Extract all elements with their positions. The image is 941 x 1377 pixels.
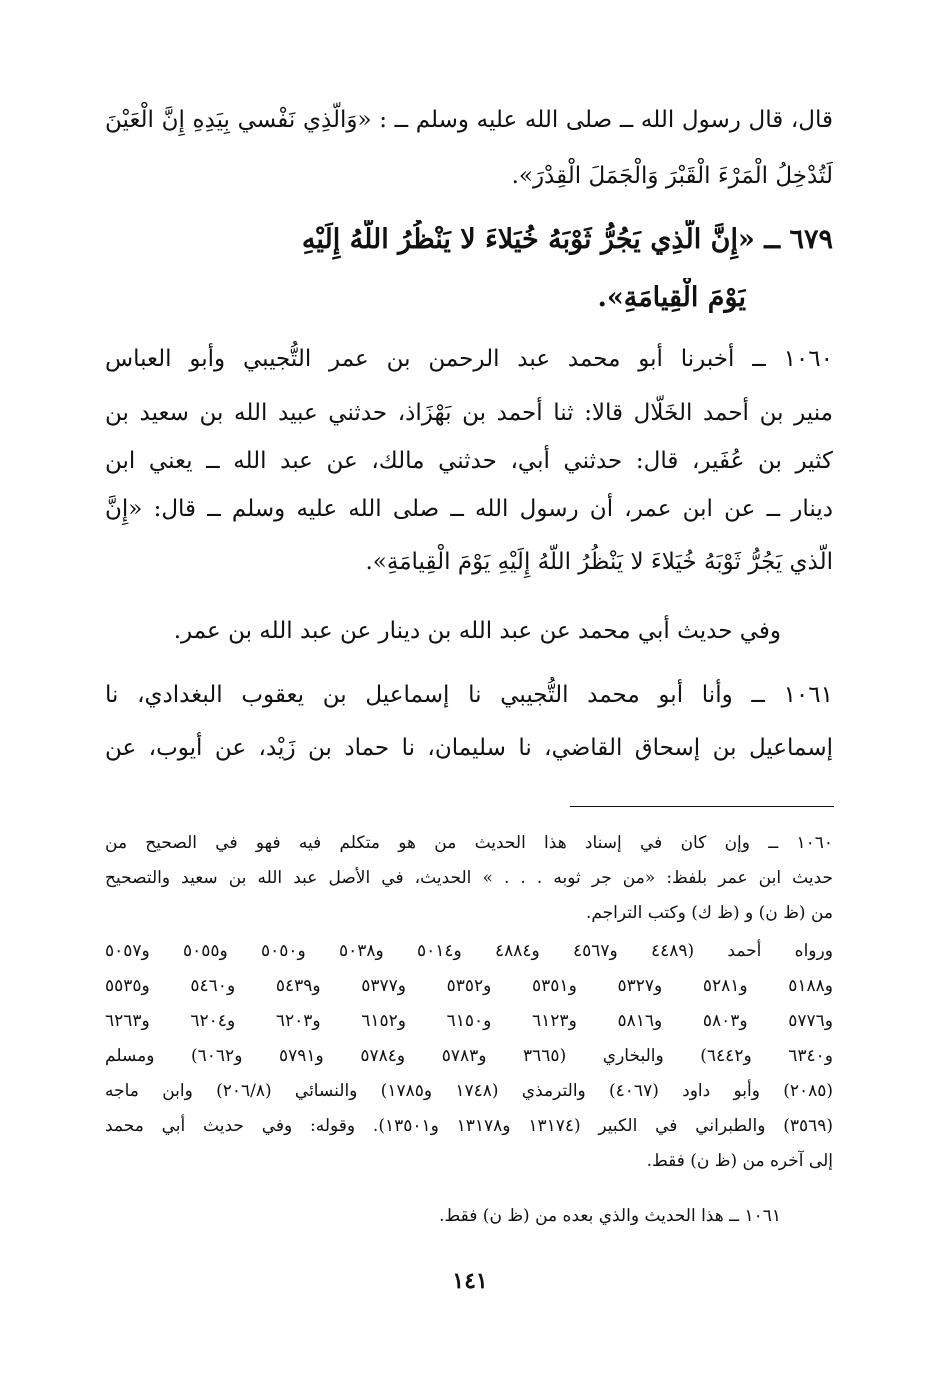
page-number: ١٤١ (452, 1268, 488, 1294)
footnote-line: و٥٧٧٦ و٥٨٠٣ و٥٨١٦ و٦١٢٣ و٦١٥٠ و٦١٥٢ و٦٢٠٣ و٦٢٠٤ و٦٢٦٣ (105, 1011, 833, 1031)
body-line: إسماعيل بن إسحاق القاضي، نا سليمان، نا حماد بن زَيْد، عن أيوب، عن (105, 735, 833, 761)
body-line: قال، قال رسول الله ــ صلى الله عليه وسلم ــ : «وَالَّذِي نَفْسي بِيَدِهِ إِنَّ الْعَيْنَ (105, 107, 833, 133)
body-line: وفي حديث أبي محمد عن عبد الله بن دينار عن عبد الله بن عمر. (173, 618, 781, 644)
body-line: ١٠٦٠ ــ أخبرنا أبو محمد عبد الرحمن بن عمر التُّجيبي وأبو العباس (105, 346, 833, 372)
footnote-line: إلى آخره من (ظ ن) فقط. (646, 1151, 833, 1171)
footnote-line: ١٠٦١ ــ هذا الحديث والذي بعده من (ظ ن) فقط. (439, 1206, 781, 1226)
footnote-line: من (ظ ن) و (ظ ك) وكتب التراجم. (585, 903, 833, 923)
footnote-divider (570, 806, 834, 807)
body-line: لَتُدْخِلُ الْمَرْءَ الْقَبْرَ وَالْجَمَلَ الْقِدْرَ». (511, 163, 833, 189)
footnote-line: (٣٥٦٩) والطبراني في الكبير (١٣١٧٤ و١٣١٧٨ و١٣٥٠١). وقوله: وفي حديث أبي محمد (105, 1116, 833, 1136)
body-line: ١٠٦١ ــ وأنا أبو محمد التُّجيبي نا إسماعيل بن يعقوب البغدادي، نا (105, 682, 833, 708)
body-line: دينار ــ عن ابن عمر، أن رسول الله ــ صلى الله عليه وسلم ــ قال: «إِنَّ (105, 496, 833, 522)
footnote-line: و٦٣٤٠ و٦٤٤٢) والبخاري (٣٦٦٥ و٥٧٨٣ و٥٧٨٤ و٥٧٩١ و٦٠٦٢) ومسلم (105, 1046, 833, 1066)
footnote-line: ورواه أحمد (٤٤٨٩ و٤٥٦٧ و٤٨٨٤ و٥٠١٤ و٥٠٣٨ و٥٠٥٠ و٥٠٥٥ و٥٠٥٧ (105, 941, 833, 961)
footnote-line: (٢٠٨٥) وأبو داود (٤٠٦٧) والترمذي (١٧٤٨ و١٧٨٥) والنسائي (٢٠٦/٨) وابن ماجه (105, 1081, 833, 1101)
footnote-line: و٥١٨٨ و٥٢٨١ و٥٣٢٧ و٥٣٥١ و٥٣٥٢ و٥٣٧٧ و٥٤٣٩ و٥٤٦٠ و٥٥٣٥ (105, 976, 833, 996)
chapter-heading: ٦٧٩ ــ «إِنَّ الَّذِي يَجُرُّ ثَوْبَهُ خُيَلاءَ لا يَنْظُرُ اللَّهُ إِلَيْهِ (301, 224, 833, 255)
body-line: كثير بن عُفَير، قال: حدثني أبي، حدثني مالك، عن عبد الله ــ يعني ابن (105, 448, 833, 474)
footnote-line: حديث ابن عمر بلفظ: «من جر ثوبه . . . » الحديث، في الأصل عبد الله بن سعيد والتصحيح (105, 868, 833, 888)
chapter-heading: يَوْمَ الْقِيامَةِ». (597, 282, 746, 313)
body-line: الَّذي يَجُرُّ ثَوْبَهُ خُيَلاءَ لا يَنْظُرُ اللَّهُ إِلَيْهِ يَوْمَ الْقِيامَةِ». (365, 549, 833, 575)
footnote-line: ١٠٦٠ ــ وإن كان في إسناد هذا الحديث من هو متكلم فيه فهو في الصحيح من (105, 833, 833, 853)
body-line: منير بن أحمد الخَلَّال قالا: ثنا أحمد بن بَهْزَاذ، حدثني عبيد الله بن سعيد بن (105, 400, 833, 426)
